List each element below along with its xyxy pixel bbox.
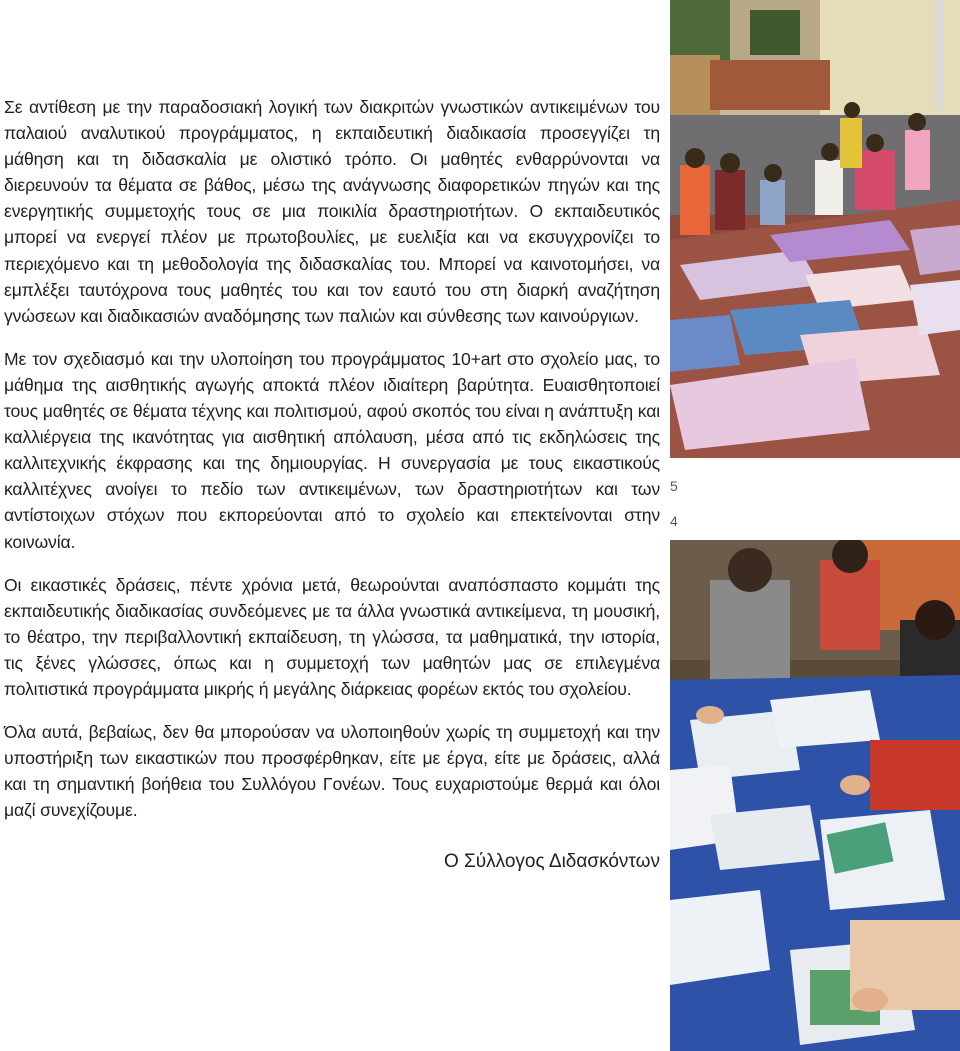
schoolyard-paintings-photo — [670, 0, 960, 458]
photo-number-5: 5 — [670, 478, 678, 494]
paragraph-1: Σε αντίθεση με την παραδοσιακή λογική των διακριτών γνωστικών αντικειμένων του παλαιού αναλυτικού προγράμματος, η εκπαιδευτική διαδικασία προσεγγίζει τη μάθηση και τη διδασκαλία με ολιστικό τρόπο. Οι μαθητές ενθαρρύνονται να διερευνούν τα θέματα σε βάθος, μέσω της ανάγνωσης διαφορετικών πηγών και της ενεργητικής συμμετοχής τους σε μια ποικιλία δραστηριοτήτων. Ο εκπαιδευτικός μπορεί να ενεργεί πλέον με πρωτοβουλίες, με ευελιξία και να εκσυγχρονίζει το περιεχόμενο και τη μεθοδολογία της διδασκαλίας του. Μπορεί να καινοτομήσει, να εμπλέξει ταυτόχρονα τους μαθητές του και τον εαυτό του στη διαρκή αναζήτηση γνώσεων και διαδικασιών αναδόμησης των παλιών και σύνθεσης των καινούργιων. — [4, 97, 660, 326]
article-body — [4, 94, 660, 873]
paragraph-3: Οι εικαστικές δράσεις, πέντε χρόνια μετά, θεωρούνται αναπόσπαστο κομμάτι της εκπαιδευτικής διαδικασίας συνδεόμενες με τα άλλα γνωστικά αντικείμενα, τη μουσική, το θέατρο, την περιβαλλοντική εκπαίδευση, τη γλώσσα, τα μαθηματικά, την ιστορία, τις ξένες γλώσσες, όπως και η συμμετοχή των μαθητών μας σε επιλεγμένα πολιτιστικά προγράμματα μικρής ή μεγάλης διάρκειας φορέων εκτός του σχολείου. — [4, 574, 660, 699]
paragraph-2: Με τον σχεδιασμό και την υλοποίηση του προγράμματος 10+art στο σχολείο μας, το μάθημα της αισθητικής αγωγής αποκτά πλέον ιδιαίτερη βαρύτητα. Ευαισθητοποιεί τους μαθητές σε θέματα τέχνης και πολιτισμού, αφού σκοπός του είναι η ανάπτυξη και καλλιέργεια της ικανότητας για αισθητική απόλαυση, μέσα από τις εκδηλώσεις της καλλιτεχνικής έκφρασης και της δημιουργίας. Η συνεργασία με τους εικαστικούς καλλιτέχνες ανοίγει το πεδίο των αντικειμένων, των δραστηριοτήτων και των αντίστοιχων στόχων που εκπορεύονται από το σχολείο και επεκτείνονται στην κοινωνία. — [4, 348, 660, 552]
mosaic-classroom-photo — [670, 540, 960, 1051]
signature: Ο Σύλλογος Διδασκόντων — [443, 851, 660, 873]
paragraph-4: Όλα αυτά, βεβαίως, δεν θα μπορούσαν να υλοποιηθούν χωρίς τη συμμετοχή και την υποστήριξη των εικαστικών που προσφέρθηκαν, είτε με έργα, είτε με δράσεις, αλλά και τη σημαντική βοήθεια του Συλλόγου Γονέων. Τους ευχαριστούμε θερμά και όλοι μαζί συνεχίζουμε. — [4, 722, 660, 821]
photo-number-4: 4 — [670, 513, 678, 529]
